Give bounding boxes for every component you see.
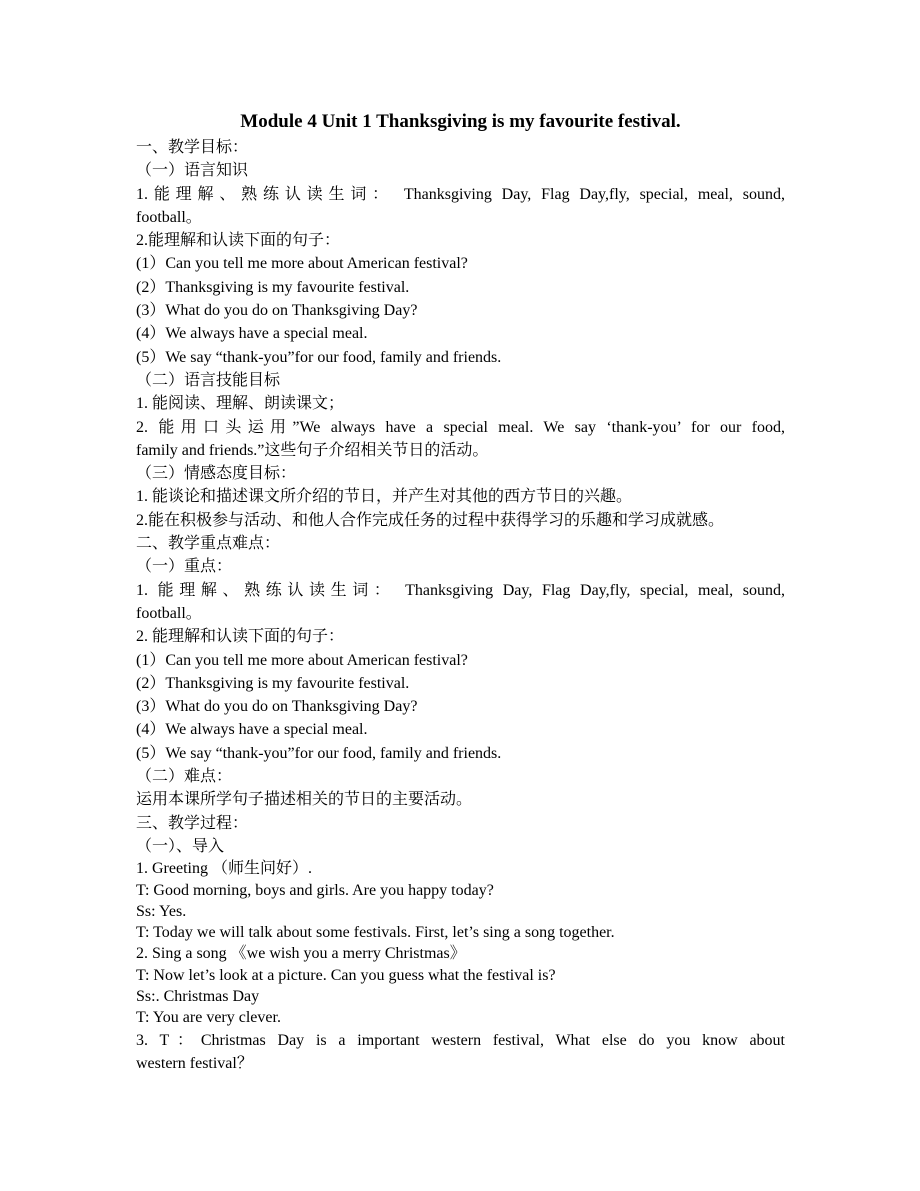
sentence-item: (3）What do you do on Thanksgiving Day?: [136, 302, 418, 320]
subsection-heading: （二）语言技能目标: [136, 371, 281, 389]
dialogue-line: 2. Sing a song 《we wish you a merry Christmas》: [136, 945, 466, 963]
sentence-item: (2）Thanksgiving is my favourite festival.: [136, 674, 410, 692]
vocabulary-line: 1.能理解、熟练认读生词： Thanksgiving Day, Flag Day,fly, special, meal, sound,: [136, 185, 785, 203]
dialogue-line: T: You are very clever.: [136, 1009, 281, 1027]
sentence-item: (4）We always have a special meal.: [136, 721, 368, 739]
dialogue-line: T: Good morning, boys and girls. Are you happy today?: [136, 881, 494, 899]
skill-item: 2. 能用口头运用”We always have a special meal. We say ‘thank-you’ for our food,: [136, 418, 785, 436]
sentence-item: (5）We say “thank-you”for our food, family and friends.: [136, 744, 502, 762]
sentence-item: (4）We always have a special meal.: [136, 325, 368, 343]
dialogue-line: 1. Greeting （师生问好）.: [136, 860, 312, 878]
difficulty-text: 运用本课所学句子描述相关的节日的主要活动。: [136, 791, 473, 809]
document-page: [136, 108, 785, 1075]
sentences-intro: 2. 能理解和认读下面的句子：: [136, 628, 345, 646]
vocabulary-line-end: football。: [136, 604, 202, 622]
sentence-item: (1）Can you tell me more about American festival?: [136, 255, 468, 273]
skill-item-end: family and friends.”这些句子介绍相关节日的活动。: [136, 441, 489, 459]
dialogue-line-end: western festival？: [136, 1054, 253, 1072]
subsection-heading: （一）重点：: [136, 558, 233, 576]
sentence-item: (1）Can you tell me more about American festival?: [136, 651, 468, 669]
vocabulary-line: 1. 能理解、熟练认读生词： Thanksgiving Day, Flag Day,fly, special, meal, sound,: [136, 581, 785, 599]
section-heading: 三、教学过程：: [136, 814, 249, 832]
dialogue-line: 3. T：Christmas Day is a important western festival, What else do you know about: [136, 1031, 785, 1049]
attitude-item: 1. 能谈论和描述课文所介绍的节日，并产生对其他的西方节日的兴趣。: [136, 488, 633, 506]
subsection-heading: （一）语言知识: [136, 162, 249, 180]
sentence-item: (2）Thanksgiving is my favourite festival.: [136, 278, 410, 296]
sentence-item: (3）What do you do on Thanksgiving Day?: [136, 698, 418, 716]
sentence-item: (5）We say “thank-you”for our food, family and friends.: [136, 348, 502, 366]
section-heading: 二、教学重点难点：: [136, 535, 281, 553]
skill-item: 1. 能阅读、理解、朗读课文；: [136, 395, 345, 413]
dialogue-line: T: Now let’s look at a picture. Can you guess what the festival is?: [136, 966, 556, 984]
section-heading: 一、教学目标：: [136, 139, 249, 156]
dialogue-line: T: Today we will talk about some festivals. First, let’s sing a song together.: [136, 924, 615, 942]
document-title: Module 4 Unit 1 Thanksgiving is my favourite festival.: [240, 111, 681, 132]
subsection-heading: （三）情感态度目标：: [136, 465, 297, 483]
lesson-dialogue: [136, 858, 785, 1028]
vocabulary-line-end: football。: [136, 208, 202, 226]
dialogue-line: Ss: Yes.: [136, 902, 187, 920]
sentences-intro: 2.能理解和认读下面的句子：: [136, 232, 341, 250]
subsection-heading: （一）、导入: [136, 837, 225, 855]
subsection-heading: （二）难点：: [136, 768, 233, 786]
dialogue-line: Ss:. Christmas Day: [136, 987, 260, 1005]
attitude-item: 2.能在积极参与活动、和他人合作完成任务的过程中获得学习的乐趣和学习成就感。: [136, 511, 725, 529]
